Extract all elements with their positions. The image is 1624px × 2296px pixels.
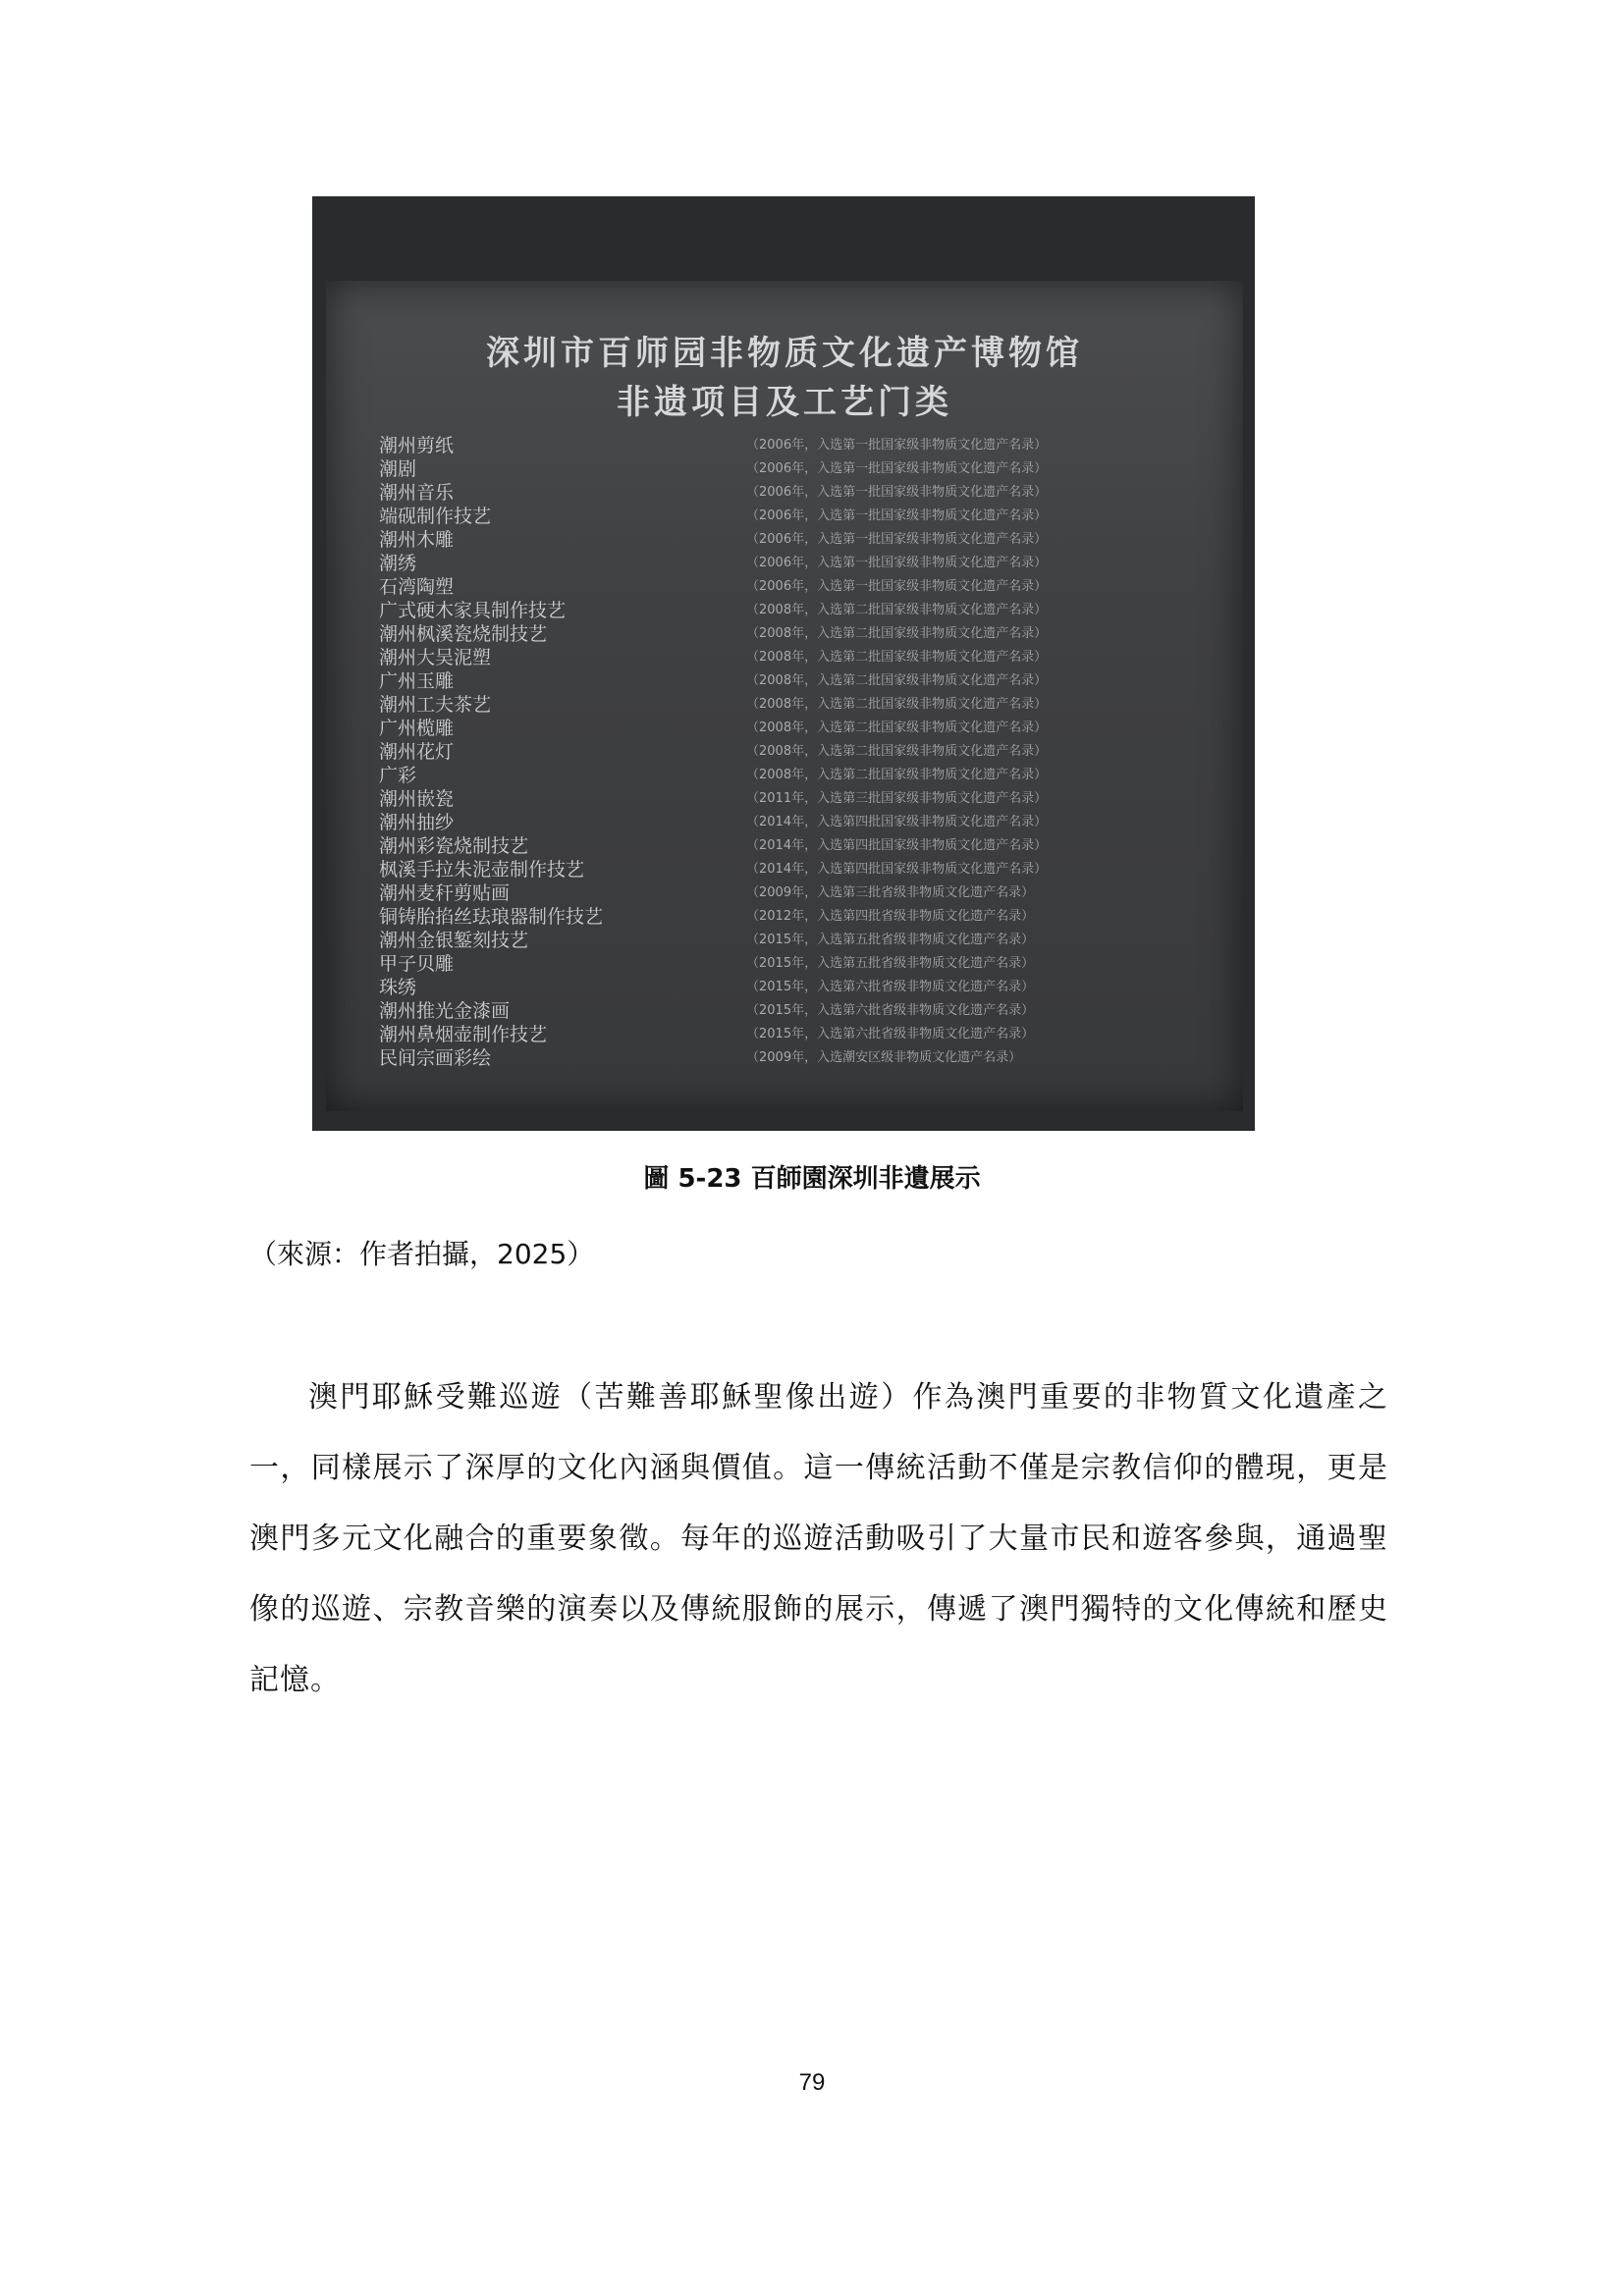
body-paragraph: 澳門耶穌受難巡遊（苦難善耶穌聖像出遊）作為澳門重要的非物質文化遺產之一，同樣展示了深厚的文化內涵與價值。這一傳統活動不僅是宗教信仰的體現，更是澳門多元文化融合的重要象徵。每年的巡遊活動吸引了大量市民和遊客參與，通過聖像的巡遊、宗教音樂的演奏以及傳統服飾的展示，傳遞了澳門獨特的文化傳統和歷史記憶。 (249, 1380, 1388, 1697)
heritage-note: （2008年，入选第二批国家级非物质文化遗产名录） (746, 650, 1048, 665)
board-title-line1: 深圳市百师园非物质文化遗产博物馆 (486, 334, 1083, 373)
heritage-item: 潮州花灯 (379, 741, 455, 763)
heritage-note: （2006年，入选第一批国家级非物质文化遗产名录） (746, 532, 1048, 547)
heritage-note: （2006年，入选第一批国家级非物质文化遗产名录） (746, 461, 1048, 476)
heritage-item: 潮州鼻烟壶制作技艺 (379, 1024, 548, 1045)
heritage-item: 广州玉雕 (379, 670, 455, 692)
heritage-item: 广彩 (379, 765, 417, 786)
heritage-note: （2015年，入选第五批省级非物质文化遗产名录） (746, 933, 1035, 947)
heritage-note: （2008年，入选第二批国家级非物质文化遗产名录） (746, 744, 1048, 759)
board-title-line2: 非遗项目及工艺门类 (617, 383, 952, 422)
heritage-note: （2009年，入选第三批省级非物质文化遗产名录） (746, 885, 1035, 900)
heritage-item: 潮州木雕 (379, 529, 455, 551)
heritage-note: （2008年，入选第二批国家级非物质文化遗产名录） (746, 673, 1048, 688)
heritage-note: （2011年，入选第三批国家级非物质文化遗产名录） (746, 791, 1048, 806)
heritage-item: 潮州嵌瓷 (379, 788, 455, 810)
heritage-note: （2008年，入选第二批国家级非物质文化遗产名录） (746, 697, 1048, 712)
heritage-item: 潮绣 (379, 553, 417, 574)
heritage-item: 潮剧 (379, 458, 417, 480)
heritage-note: （2015年，入选第五批省级非物质文化遗产名录） (746, 956, 1035, 971)
heritage-item: 潮州彩瓷烧制技艺 (379, 835, 529, 857)
heritage-item: 枫溪手拉朱泥壶制作技艺 (379, 859, 585, 881)
heritage-note: （2008年，入选第二批国家级非物质文化遗产名录） (746, 721, 1048, 735)
page-number: 79 (798, 2069, 826, 2096)
heritage-note: （2015年，入选第六批省级非物质文化遗产名录） (746, 1003, 1035, 1018)
heritage-item: 潮州枫溪瓷烧制技艺 (379, 623, 548, 645)
heritage-item: 潮州剪纸 (379, 435, 455, 456)
heritage-item: 石湾陶塑 (379, 576, 455, 598)
heritage-item: 潮州推光金漆画 (379, 1000, 511, 1022)
heritage-note: （2012年，入选第四批省级非物质文化遗产名录） (746, 909, 1035, 924)
heritage-item: 广式硬木家具制作技艺 (379, 600, 567, 621)
heritage-item: 潮州音乐 (379, 482, 455, 504)
heritage-note: （2006年，入选第一批国家级非物质文化遗产名录） (746, 508, 1048, 523)
exhibit-board (326, 281, 1243, 1111)
heritage-item-list (379, 434, 752, 1070)
heritage-note: （2014年，入选第四批国家级非物质文化遗产名录） (746, 862, 1048, 877)
figure-source: （來源：作者拍攝，2025） (249, 1238, 595, 1270)
heritage-note: （2014年，入选第四批国家级非物质文化遗产名录） (746, 838, 1048, 853)
heritage-note: （2006年，入选第一批国家级非物质文化遗产名录） (746, 556, 1048, 570)
heritage-note: （2006年，入选第一批国家级非物质文化遗产名录） (746, 438, 1048, 453)
heritage-note: （2009年，入选潮安区级非物质文化遗产名录） (746, 1050, 1022, 1065)
heritage-item: 潮州金银錾刻技艺 (379, 930, 529, 951)
figure-caption: 圖 5-23 百師園深圳非遺展示 (643, 1164, 981, 1194)
heritage-note-list (746, 434, 1218, 1070)
heritage-note: （2015年，入选第六批省级非物质文化遗产名录） (746, 980, 1035, 994)
heritage-note: （2014年，入选第四批国家级非物质文化遗产名录） (746, 815, 1048, 829)
heritage-item: 潮州麦秆剪贴画 (379, 882, 511, 904)
heritage-note: （2008年，入选第二批国家级非物质文化遗产名录） (746, 603, 1048, 617)
heritage-item: 广州榄雕 (379, 718, 455, 739)
heritage-item: 珠绣 (379, 977, 417, 998)
heritage-item: 潮州工夫茶艺 (379, 694, 492, 716)
heritage-note: （2006年，入选第一批国家级非物质文化遗产名录） (746, 579, 1048, 594)
heritage-note: （2008年，入选第二批国家级非物质文化遗产名录） (746, 626, 1048, 641)
heritage-note: （2006年，入选第一批国家级非物质文化遗产名录） (746, 485, 1048, 500)
heritage-item: 民间宗画彩绘 (379, 1047, 492, 1069)
heritage-item: 甲子贝雕 (379, 953, 455, 975)
exhibit-photo (312, 196, 1255, 1131)
heritage-item: 端砚制作技艺 (379, 506, 492, 527)
heritage-note: （2015年，入选第六批省级非物质文化遗产名录） (746, 1027, 1035, 1041)
heritage-item: 潮州抽纱 (379, 812, 455, 833)
heritage-item: 铜铸胎掐丝珐琅器制作技艺 (379, 906, 604, 928)
heritage-item: 潮州大吴泥塑 (379, 647, 492, 668)
heritage-note: （2008年，入选第二批国家级非物质文化遗产名录） (746, 768, 1048, 782)
